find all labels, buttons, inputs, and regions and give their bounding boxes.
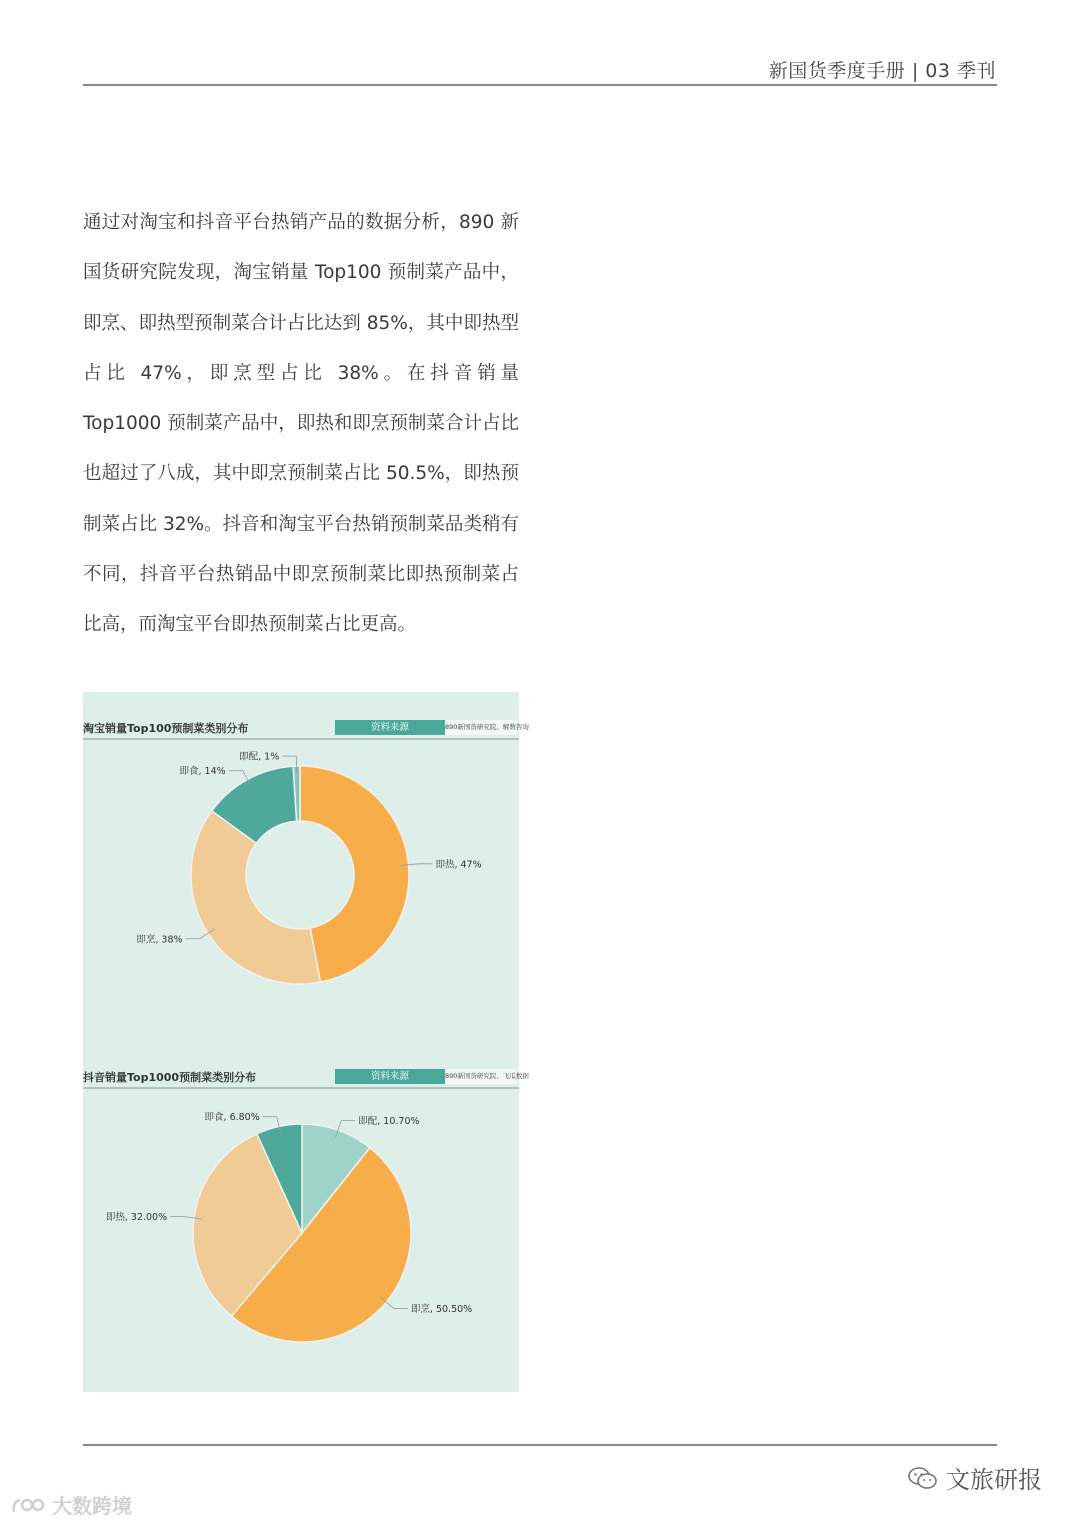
watermark-text: 大数跨境 bbox=[52, 1494, 132, 1518]
chart-title: 淘宝销量Top100预制菜类别分布 bbox=[83, 722, 249, 735]
douyin-chart-panel bbox=[83, 1041, 529, 1392]
source-tag: 资料来源 bbox=[335, 720, 445, 735]
header-title: 新国货季度手册 | 03 季刊 bbox=[768, 60, 996, 82]
slice-label: 即热, 32.00% bbox=[105, 1212, 168, 1224]
slice-label: 即烹, 50.50% bbox=[410, 1304, 473, 1316]
source-text: 890新国货研究院、飞瓜数据 bbox=[445, 1069, 517, 1084]
taobao-donut-chart bbox=[83, 692, 519, 1041]
slice-label: 即食, 6.80% bbox=[204, 1112, 260, 1124]
footer-rule bbox=[83, 1444, 997, 1446]
body-paragraph: 通过对淘宝和抖音平台热销产品的数据分析，890 新国货研究院发现，淘宝销量 Top100 预制菜产品中，即烹、即热型预制菜合计占比达到 85%，其中即热型占比 47%，即烹型占比 38%。在抖音销量 Top1000 预制菜产品中，即热和即烹预制菜合计占比也超过了八成，其中即烹预制菜占比 50.5%，即热预制菜占比 32%。抖音和淘宝平台热销预制菜品类稍有不同，抖音平台热销品中即烹预制菜比即热预制菜占比高，而淘宝平台即热预制菜占比更高。 bbox=[83, 212, 519, 636]
watermark bbox=[10, 1490, 132, 1519]
watermark-logo-icon bbox=[10, 1494, 46, 1516]
pie-slice bbox=[300, 766, 409, 982]
slice-label: 即烹, 38% bbox=[136, 934, 183, 946]
taobao-chart-panel bbox=[83, 692, 529, 1041]
chart-title: 抖音销量Top1000预制菜类别分布 bbox=[83, 1071, 257, 1084]
header-rule bbox=[83, 84, 997, 86]
brand-name: 文旅研报 bbox=[946, 1466, 1042, 1494]
douyin-pie-chart bbox=[83, 1041, 519, 1392]
slice-label: 即配, 1% bbox=[239, 751, 280, 763]
slice-label: 即食, 14% bbox=[179, 766, 226, 778]
source-text: 890新国货研究院、解数咨询 bbox=[445, 720, 517, 735]
footer-brand bbox=[908, 1460, 1042, 1495]
slice-label: 即配, 10.70% bbox=[358, 1116, 420, 1128]
source-tag: 资料来源 bbox=[335, 1069, 445, 1084]
wechat-icon bbox=[908, 1466, 938, 1490]
slice-label: 即热, 47% bbox=[435, 859, 482, 871]
